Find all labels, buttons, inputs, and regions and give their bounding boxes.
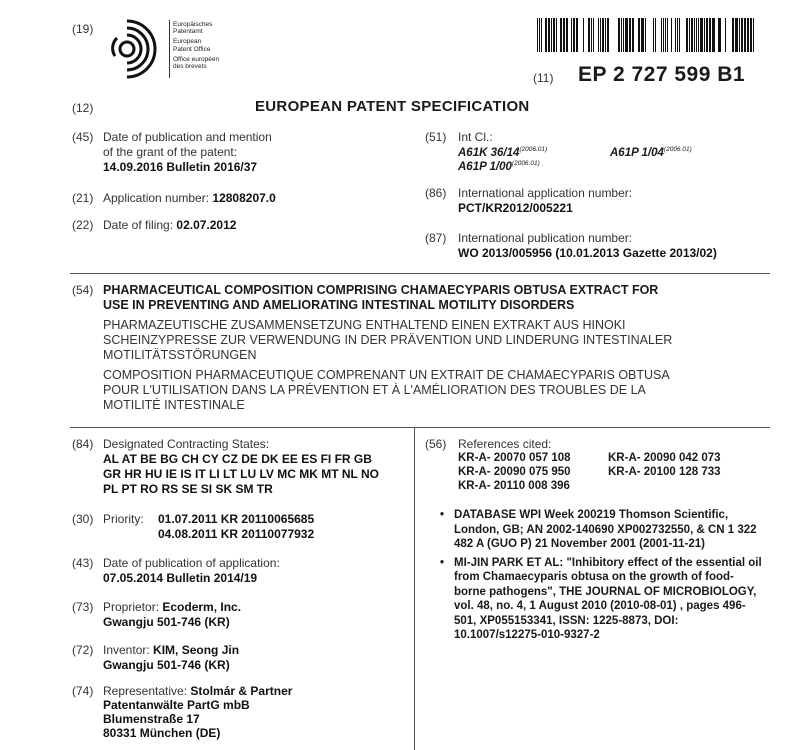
invention-title (103, 283, 773, 413)
barcode-icon (537, 18, 765, 52)
application-number-value: 12808207.0 (212, 191, 276, 205)
field-code-12: (12) (72, 101, 94, 115)
field-code-73: (73) (72, 600, 94, 614)
priority-value (158, 512, 314, 542)
patent-reference: KR-A- 20070 057 108 (458, 452, 571, 464)
office-name-line: Patent Office (173, 45, 211, 53)
designated-states-label: Designated Contracting States: (103, 437, 270, 451)
filing-date-label: Date of filing: (103, 218, 174, 232)
ipc-code: A61P $1/00^{(2006.01)}$ (458, 160, 540, 173)
representative-address: Patentanwälte PartG mbB (103, 698, 250, 712)
representative-label: Representative: (103, 684, 188, 698)
field-code-45: (45) (72, 130, 94, 144)
title-german: MOTILITÄTSSTÖRUNGEN (103, 348, 257, 362)
application-number-field (103, 191, 276, 205)
inventor-name: KIM, Seong Jin (153, 643, 240, 657)
patent-reference: KR-A- 20090 075 950 (458, 466, 571, 478)
title-english: PHARMACEUTICAL COMPOSITION COMPRISING CHAMAECYPARIS OBTUSA EXTRACT FOR (103, 283, 659, 297)
patent-reference: KR-A- 20100 128 733 (608, 466, 721, 478)
office-name-line: des brevets (173, 63, 207, 71)
field-code-43: (43) (72, 556, 94, 570)
title-french: POUR L'UTILISATION DANS LA PRÉVENTION ET À L'AMÉLIORATION DES TROUBLES DE LA (103, 383, 646, 397)
intl-publication-field (458, 231, 717, 261)
grant-date-label: of the grant of the patent: (103, 145, 238, 159)
representative-address: Blumenstraße 17 (103, 712, 200, 726)
epo-logo (103, 18, 220, 80)
field-code-54: (54) (72, 283, 94, 297)
publication-number: EP 2 727 599 B1 (578, 63, 746, 86)
application-publication-value: 07.05.2014 Bulletin 2014/19 (103, 571, 258, 585)
inventor-label: Inventor: (103, 643, 150, 657)
office-name-line: Europäisches (173, 21, 213, 28)
representative-field (103, 684, 292, 740)
filing-date-value: 02.07.2012 (176, 218, 237, 232)
title-french: MOTILITÉ INTESTINALE (103, 398, 245, 412)
inventor-field (103, 643, 239, 673)
divider (70, 427, 770, 428)
intl-publication-label: International publication number: (458, 231, 633, 245)
epo-logo-mark-icon (103, 18, 165, 80)
proprietor-name: Ecoderm, Inc. (162, 600, 242, 614)
grant-date-label: Date of publication and mention (103, 130, 272, 144)
intl-application-field (458, 186, 632, 216)
application-number-label: Application number: (103, 191, 210, 205)
field-code-19: (19) (72, 22, 94, 36)
title-french: COMPOSITION PHARMACEUTIQUE COMPRENANT UN EXTRAIT DE CHAMAECYPARIS OBTUSA (103, 368, 670, 382)
proprietor-address: Gwangju 501-746 (KR) (103, 615, 230, 629)
proprietor-field (103, 600, 241, 630)
ipc-label: Int Cl.: (458, 130, 493, 144)
field-code-30: (30) (72, 512, 94, 526)
office-name-line: Patentamt (173, 28, 203, 36)
field-code-11: (11) (533, 71, 554, 85)
intl-application-value: PCT/KR2012/005221 (458, 201, 573, 215)
application-publication-label: Date of publication of application: (103, 556, 280, 570)
representative-address: 80331 München (DE) (103, 726, 221, 740)
application-publication-field (103, 556, 280, 586)
office-name-line: European (173, 38, 202, 46)
field-code-22: (22) (72, 218, 94, 232)
priority-label: Priority: (103, 512, 144, 526)
field-code-74: (74) (72, 684, 94, 698)
title-german: SCHEINZYPRESSE ZUR VERWENDUNG IN DER PRÄVENTION UND LINDERUNG INTESTINALER (103, 333, 673, 347)
designated-states-value: GR HR HU IE IS IT LI LT LU LV MC MK MT NL NO (103, 467, 379, 481)
ipc-code: A61K $36/14^{(2006.01)}$ (458, 146, 548, 159)
field-code-86: (86) (425, 186, 447, 200)
designated-states-field (103, 437, 379, 497)
inventor-address: Gwangju 501-746 (KR) (103, 658, 230, 672)
field-code-72: (72) (72, 643, 94, 657)
grant-date-field (103, 130, 272, 175)
title-english: USE IN PREVENTING AND AMELIORATING INTESTINAL MOTILITY DISORDERS (103, 298, 575, 312)
column-divider (414, 427, 415, 750)
designated-states-value: PL PT RO RS SE SI SK SM TR (103, 482, 273, 496)
field-code-51: (51) (425, 130, 447, 144)
title-german: PHARMAZEUTISCHE ZUSAMMENSETZUNG ENTHALTEND EINEN EXTRAKT AUS HINOKI (103, 318, 626, 332)
designated-states-value: AL AT BE BG CH CY CZ DE DK EE ES FI FR GB (103, 452, 372, 466)
proprietor-label: Proprietor: (103, 600, 160, 614)
priority-entry: 01.07.2011 KR 20110065685 (158, 512, 315, 526)
priority-entry: 04.08.2011 KR 20110077932 (158, 527, 315, 541)
field-code-84: (84) (72, 437, 94, 451)
office-name-line: Office européen (173, 55, 220, 63)
intl-application-label: International application number: (458, 186, 633, 200)
intl-publication-value: WO 2013/005956 (10.01.2013 Gazette 2013/02) (458, 246, 717, 260)
patent-reference: KR-A- 20110 008 396 (458, 480, 570, 492)
npl-reference: • DATABASE WPI Week 200219 Thomson Scientific, London, GB; AN 2002-140690 XP002732550, & CN 1 322 482 A (GUO P) 21 November 2001 (2001-11-21) (440, 508, 765, 552)
field-code-87: (87) (425, 231, 447, 245)
office-names (173, 21, 245, 70)
grant-date-value: 14.09.2016 Bulletin 2016/37 (103, 160, 258, 174)
npl-references (440, 508, 765, 647)
divider (70, 273, 770, 274)
field-code-56: (56) (425, 437, 447, 451)
document-title: EUROPEAN PATENT SPECIFICATION (255, 98, 530, 115)
representative-name: Stolmár & Partner (190, 684, 293, 698)
filing-date-field (103, 218, 236, 232)
references-label: References cited: (458, 437, 552, 451)
npl-reference: • MI-JIN PARK ET AL: "Inhibitory effect of the essential oil from Chamaecyparis obtusa on the growth of food-borne pathogens", THE JOURNAL OF MICROBIOLOGY, vol. 48, no. 4, 1 August 2010 (2010-08-01) , pages 496-501, XP055153341, ISSN: 1225-8873, DOI: 10.1007/s12275-010-9327-2 (440, 556, 765, 643)
patent-references (458, 452, 768, 492)
ipc-code: A61P $1/04^{(2006.01)}$ (610, 146, 692, 159)
field-code-21: (21) (72, 191, 94, 205)
patent-reference: KR-A- 20090 042 073 (608, 452, 721, 464)
